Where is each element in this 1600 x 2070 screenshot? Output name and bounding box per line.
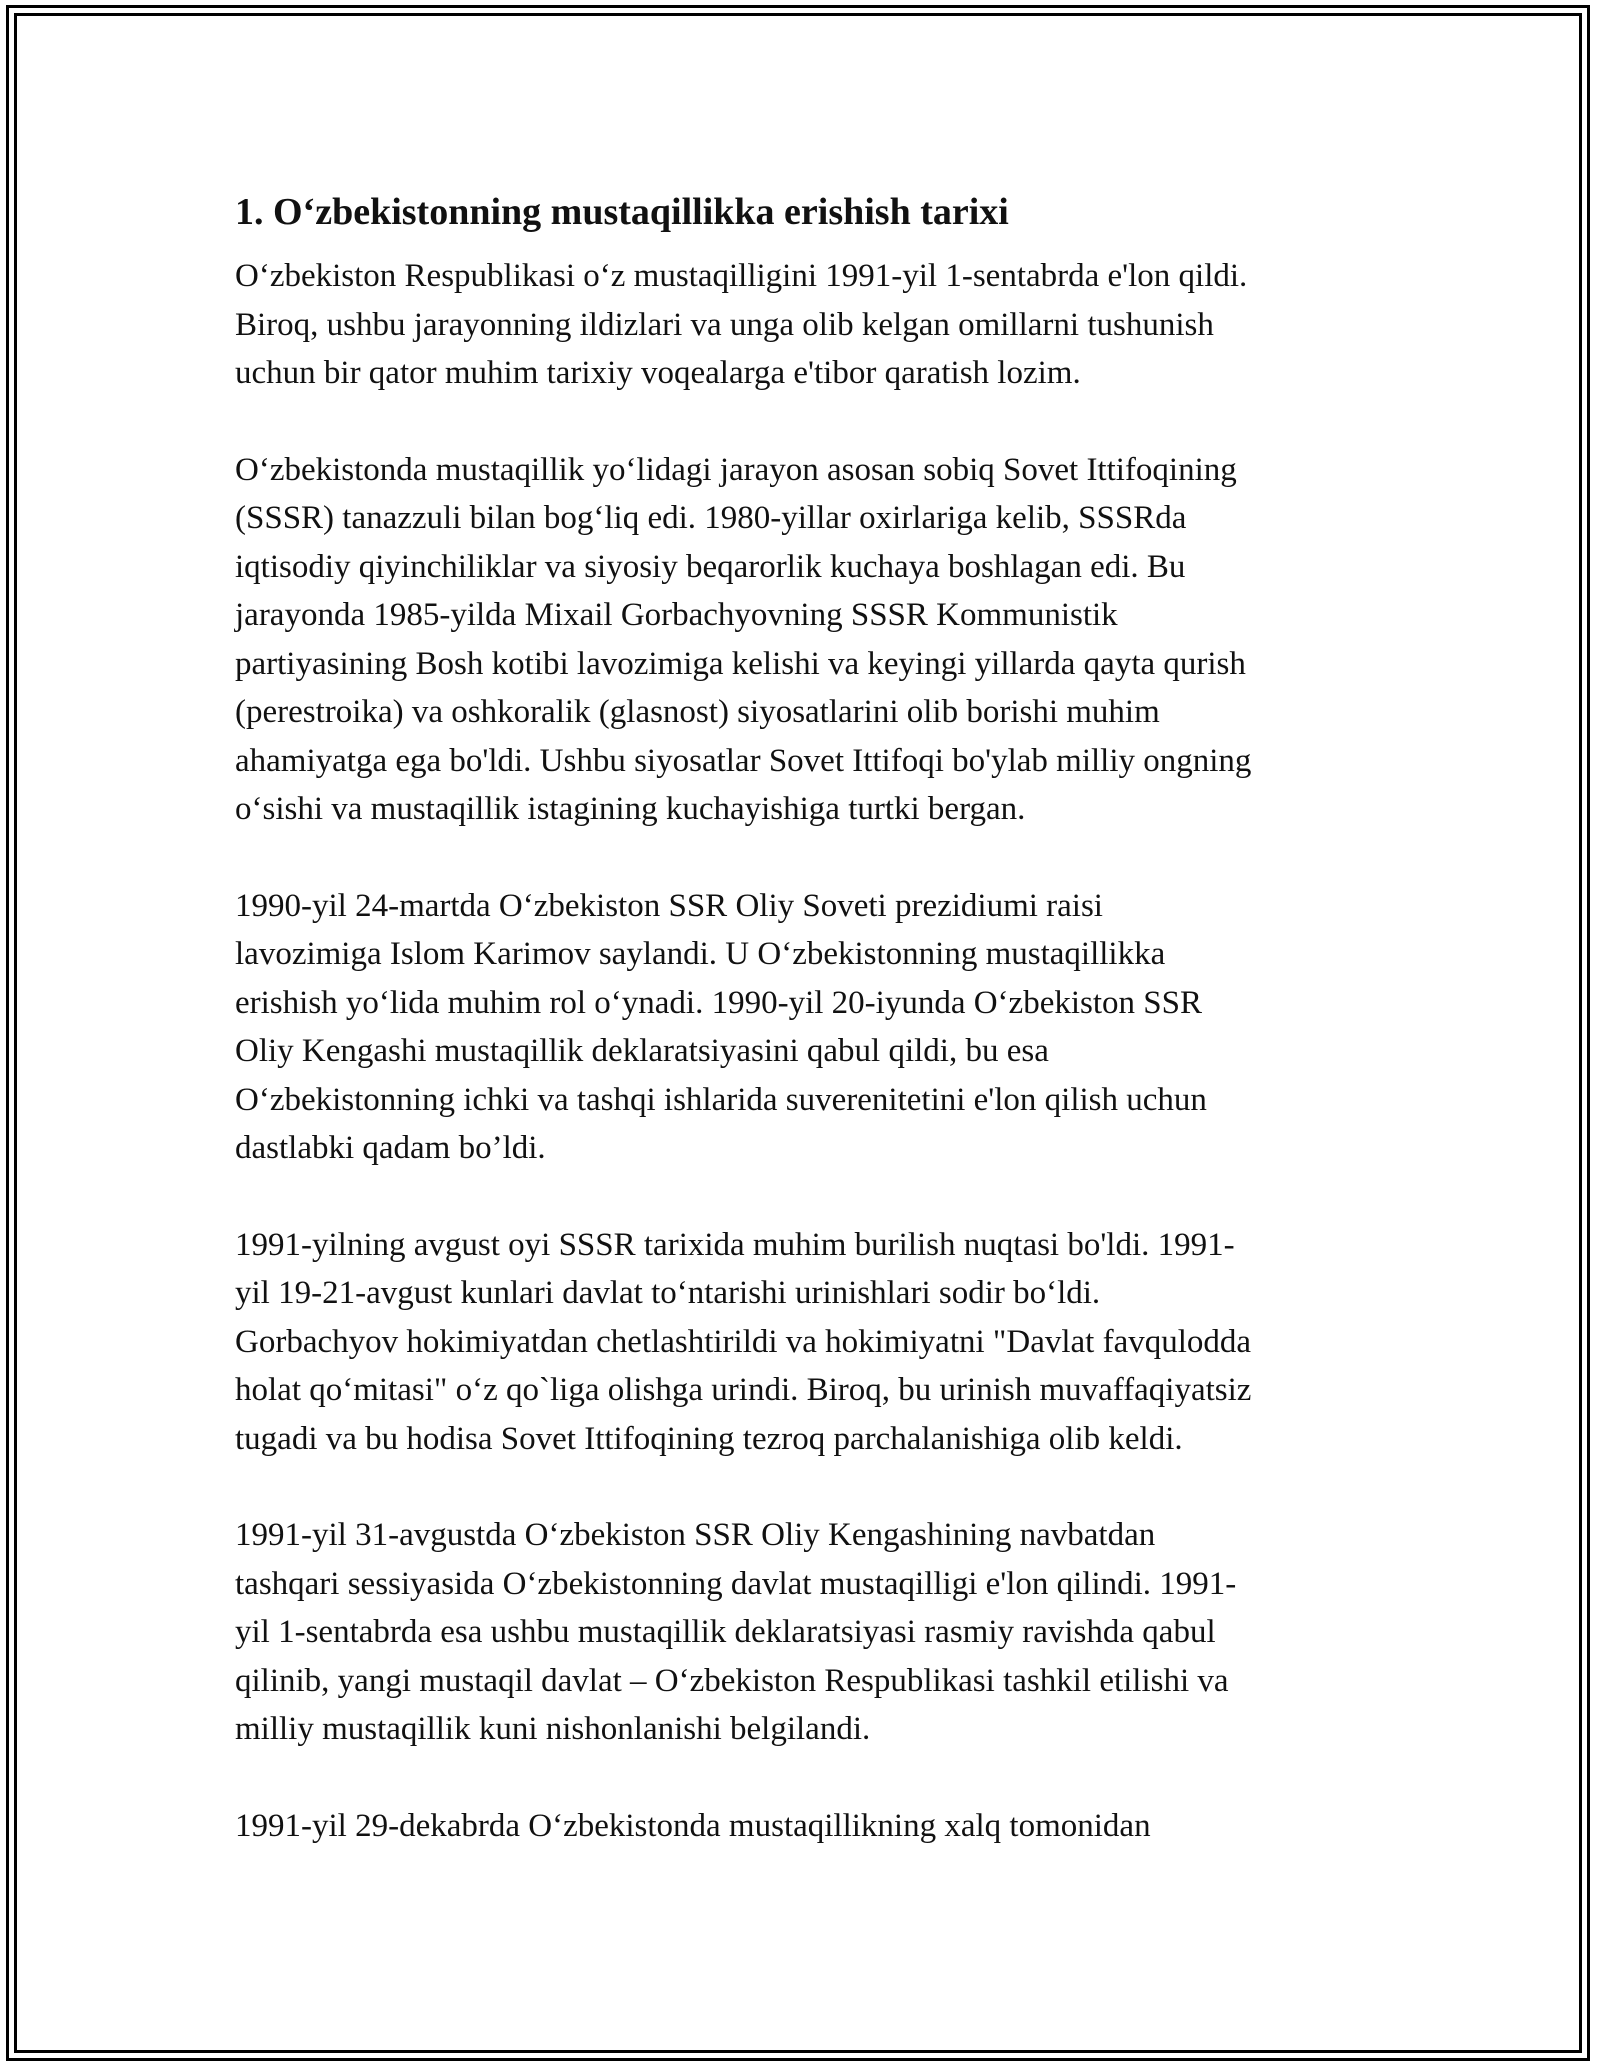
text-line: (perestroika) va oshkoralik (glasnost) siyosatlarini olib borishi muhim	[235, 694, 1160, 730]
text-line: jarayonda 1985-yilda Mixail Gorbachyovning SSSR Kommunistik	[235, 597, 1118, 633]
text-line: uchun bir qator muhim tarixiy voqealarga e'tibor qaratish lozim.	[235, 355, 1081, 391]
text-line: 1991-yilning avgust oyi SSSR tarixida muhim burilish nuqtasi bo'ldi. 1991-	[235, 1226, 1235, 1263]
text-line: Oliy Kengashi mustaqillik deklaratsiyasini qabul qildi, bu esa	[235, 1033, 1049, 1069]
text-line: dastlabki qadam bo’ldi.	[235, 1130, 546, 1166]
text-line: yil 19-21-avgust kunlari davlat to‘ntarishi urinishlari sodir bo‘ldi.	[235, 1275, 1101, 1311]
paragraph	[235, 1511, 1385, 1754]
text-line: tugadi va bu hodisa Sovet Ittifoqining tezroq parchalanishiga olib keldi.	[235, 1420, 1183, 1457]
text-line: o‘sishi va mustaqillik istagining kuchayishiga turtki bergan.	[235, 791, 1026, 827]
paragraph-list	[235, 252, 1385, 1850]
text-line: lavozimiga Islom Karimov saylandi. U O‘zbekistonning mustaqillikka	[235, 936, 1166, 972]
text-line: yil 1-sentabrda esa ushbu mustaqillik deklaratsiyasi rasmiy ravishda qabul	[235, 1614, 1216, 1650]
paragraph	[235, 882, 1385, 1173]
text-line: Gorbachyov hokimiyatdan chetlashtirildi va hokimiyatni "Davlat favqulodda	[235, 1323, 1252, 1360]
document-body	[235, 186, 1385, 1898]
text-line: O‘zbekistonning ichki va tashqi ishlarida suverenitetini e'lon qilish uchun	[235, 1081, 1207, 1118]
text-line: ahamiyatga ega bo'ldi. Ushbu siyosatlar Sovet Ittifoqi bo'ylab milliy ongning	[235, 742, 1252, 779]
text-line: partiyasining Bosh kotibi lavozimiga kelishi va keyingi yillarda qayta qurish	[235, 645, 1246, 682]
text-line: 1991-yil 31-avgustda O‘zbekiston SSR Oliy Kengashining navbatdan	[235, 1517, 1156, 1553]
text-line: milliy mustaqillik kuni nishonlanishi belgilandi.	[235, 1711, 871, 1747]
paragraph	[235, 1802, 1385, 1851]
section-heading: 1. O‘zbekistonning mustaqillikka erishish tarixi	[235, 191, 1009, 233]
text-line: O‘zbekiston Respublikasi o‘z mustaqilligini 1991-yil 1-sentabrda e'lon qildi.	[235, 258, 1248, 294]
paragraph	[235, 252, 1385, 398]
text-line: erishish yo‘lida muhim rol o‘ynadi. 1990-yil 20-iyunda O‘zbekiston SSR	[235, 984, 1202, 1021]
text-line: iqtisodiy qiyinchiliklar va siyosiy beqarorlik kuchaya boshlagan edi. Bu	[235, 548, 1186, 585]
paragraph	[235, 446, 1385, 834]
text-line: qilinib, yangi mustaqil davlat – O‘zbekiston Respublikasi tashkil etilishi va	[235, 1662, 1229, 1699]
text-line: holat qo‘mitasi" o‘z qo`liga olishga urindi. Biroq, bu urinish muvaffaqiyatsiz	[235, 1372, 1252, 1408]
text-line: tashqari sessiyasida O‘zbekistonning davlat mustaqilligi e'lon qilindi. 1991-	[235, 1565, 1237, 1602]
text-line: Biroq, ushbu jarayonning ildizlari va unga olib kelgan omillarni tushunish	[235, 306, 1214, 343]
paragraph	[235, 1221, 1385, 1464]
text-line: 1991-yil 29-dekabrda O‘zbekistonda mustaqillikning xalq tomonidan	[235, 1807, 1151, 1844]
text-line: 1990-yil 24-martda O‘zbekiston SSR Oliy Soveti prezidiumi raisi	[235, 887, 1103, 924]
text-line: O‘zbekistonda mustaqillik yo‘lidagi jarayon asosan sobiq Sovet Ittifoqining	[235, 451, 1237, 488]
text-line: (SSSR) tanazzuli bilan bog‘liq edi. 1980-yillar oxirlariga kelib, SSSRda	[235, 500, 1187, 536]
